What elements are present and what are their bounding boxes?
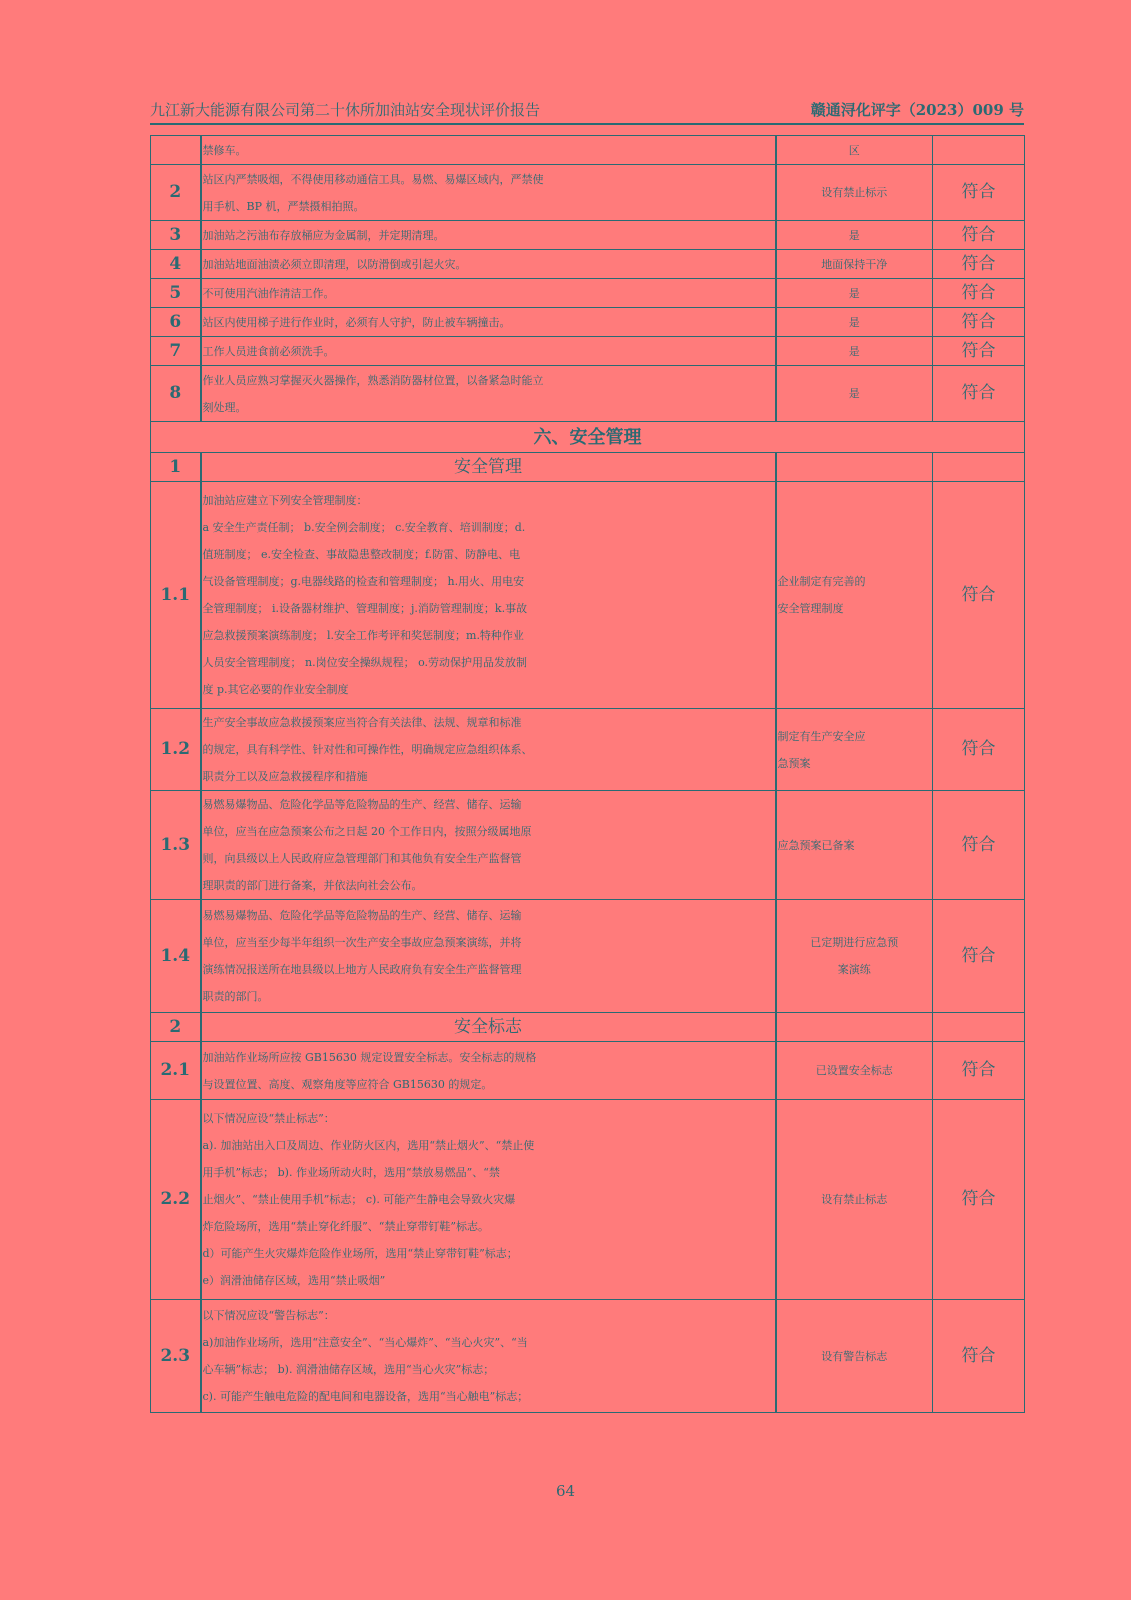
conclusion-cell: 符合: [933, 221, 1025, 250]
requirement-line: a). 加油站出入口及周边、作业防火区内，选用“禁止烟火”、“禁止使: [202, 1139, 535, 1152]
row-number: 1.3: [151, 791, 201, 900]
requirement-line: 心车辆”标志； b). 润滑油储存区域，选用“当心火灾”标志；: [202, 1363, 495, 1376]
result-cell: [776, 136, 933, 165]
result-cell: [776, 337, 933, 366]
table-row: [151, 250, 1025, 279]
subsection-number: 2: [151, 1013, 201, 1042]
result-line: 设有警告标志: [821, 1349, 888, 1363]
requirement-line: 用手机、BP 机，严禁摄相拍照。: [202, 199, 365, 213]
requirement-line: 工作人员进食前必须洗手。: [202, 344, 335, 358]
result-cell: [776, 366, 933, 422]
row-number: 8: [151, 366, 201, 422]
requirement-cell: [201, 709, 776, 791]
row-number: 3: [151, 221, 201, 250]
result-line: 是: [848, 228, 860, 242]
requirement-line: a 安全生产责任制； b.安全例会制度； c.安全教育、培训制度；d.: [202, 521, 526, 534]
result-cell: [776, 1042, 933, 1100]
result-cell: [776, 221, 933, 250]
requirement-line: 演练情况报送所在地县级以上地方人民政府负有安全生产监督管理: [202, 963, 522, 976]
result-line: 区: [848, 143, 860, 157]
conclusion-cell: [933, 136, 1025, 165]
result-line: 地面保持干净: [821, 257, 888, 271]
requirement-line: 职责分工以及应急救援程序和措施: [202, 770, 368, 783]
conclusion-cell: 符合: [933, 308, 1025, 337]
result-cell: [776, 279, 933, 308]
table-row: [151, 1300, 1025, 1413]
conclusion-cell: 符合: [933, 1100, 1025, 1300]
row-number: 1.2: [151, 709, 201, 791]
requirement-line: 禁修车。: [202, 143, 247, 157]
table-row: [151, 791, 1025, 900]
requirement-cell: [201, 337, 776, 366]
requirement-cell: [201, 250, 776, 279]
conclusion-cell: 符合: [933, 791, 1025, 900]
result-line: 急预案: [777, 756, 811, 770]
requirement-line: 气设备管理制度；g.电器线路的检查和管理制度； h.用火、用电安: [202, 575, 525, 588]
requirement-cell: [201, 900, 776, 1013]
empty-cell: [776, 453, 933, 482]
requirement-cell: [201, 221, 776, 250]
table-row: [151, 482, 1025, 709]
result-line: 是: [848, 387, 860, 400]
requirement-line: a)加油作业场所，选用“注意安全”、“当心爆炸”、“当心火灾”、“当: [202, 1336, 528, 1349]
table-row: [151, 279, 1025, 308]
result-line: 制定有生产安全应: [777, 729, 866, 743]
empty-cell: [933, 1013, 1025, 1042]
requirement-line: 以下情况应设“警告标志”：: [202, 1309, 335, 1322]
requirement-cell: [201, 308, 776, 337]
requirement-line: 不可使用汽油作清洁工作。: [202, 286, 335, 300]
requirement-line: 人员安全管理制度； n.岗位安全操纵规程； o.劳动保护用品发放制: [202, 656, 527, 669]
section-row: [151, 422, 1025, 453]
subsection-row: [151, 453, 1025, 482]
requirement-cell: [201, 136, 776, 165]
requirement-line: 单位，应当在应急预案公布之日起 20 个工作日内，按照分级属地原: [202, 825, 532, 838]
result-line: 应急预案已备案: [777, 838, 855, 852]
requirement-line: 加油站应建立下列安全管理制度：: [202, 494, 368, 507]
row-number: 2.2: [151, 1100, 201, 1300]
row-number: 2.1: [151, 1042, 201, 1100]
requirement-line: 用手机”标志； b). 作业场所动火时，选用“禁放易燃品”、“禁: [202, 1166, 500, 1179]
requirement-line: e）润滑油储存区域，选用“禁止吸烟”: [202, 1274, 386, 1287]
result-line: 设有禁止标志: [821, 1193, 888, 1206]
requirement-cell: [201, 1300, 776, 1413]
subsection-title: 安全标志: [201, 1013, 776, 1042]
table-row: [151, 709, 1025, 791]
result-line: 已定期进行应急预: [810, 936, 899, 949]
empty-cell: [776, 1013, 933, 1042]
page-number: 64: [555, 1482, 576, 1500]
requirement-line: 生产安全事故应急救援预案应当符合有关法律、法规、规章和标准: [202, 716, 522, 729]
result-line: 企业制定有完善的: [777, 575, 866, 588]
requirement-cell: [201, 791, 776, 900]
conclusion-cell: 符合: [933, 482, 1025, 709]
result-line: 是: [848, 344, 860, 358]
row-number: 6: [151, 308, 201, 337]
requirement-line: 加油站地面油渍必须立即清理，以防滑倒或引起火灾。: [202, 257, 467, 271]
conclusion-cell: 符合: [933, 279, 1025, 308]
report-title: 九江新大能源有限公司第二十休所加油站安全现状评价报告: [150, 101, 541, 119]
result-cell: [776, 250, 933, 279]
conclusion-cell: 符合: [933, 1042, 1025, 1100]
conclusion-cell: 符合: [933, 165, 1025, 221]
requirement-cell: [201, 279, 776, 308]
conclusion-cell: 符合: [933, 709, 1025, 791]
evaluation-table: [150, 135, 1025, 1413]
table-row: [151, 308, 1025, 337]
table-row: [151, 1042, 1025, 1100]
requirement-line: 理职责的部门进行备案，并依法向社会公布。: [202, 879, 423, 892]
requirement-line: 的规定，具有科学性、针对性和可操作性，明确规定应急组织体系、: [202, 743, 533, 756]
requirement-line: c). 可能产生触电危险的配电间和电器设备，选用“当心触电”标志；: [202, 1390, 529, 1403]
requirement-line: 站区内严禁吸烟，不得使用移动通信工具。易燃、易爆区域内，严禁使: [202, 172, 544, 186]
requirement-cell: [201, 366, 776, 422]
result-line: 已设置安全标志: [815, 1064, 893, 1077]
report-number: 赣通浔化评字（2023）009 号: [810, 101, 1024, 119]
result-line: 案演练: [837, 963, 871, 976]
conclusion-cell: 符合: [933, 1300, 1025, 1413]
requirement-line: 全管理制度； i.设备器材维护、管理制度；j.消防管理制度；k.事故: [202, 602, 528, 615]
section-title: 六、安全管理: [151, 422, 1025, 453]
result-cell: [776, 482, 933, 709]
requirement-line: 值班制度； e.安全检查、事故隐患整改制度；f.防雷、防静电、电: [202, 548, 521, 561]
result-cell: [776, 1100, 933, 1300]
table-row: [151, 366, 1025, 422]
row-number: 7: [151, 337, 201, 366]
result-line: 是: [848, 286, 860, 300]
requirement-line: 炸危险场所，选用“禁止穿化纤服”、“禁止穿带钉鞋”标志。: [202, 1220, 489, 1233]
requirement-line: 刻处理。: [202, 400, 247, 414]
row-number: 4: [151, 250, 201, 279]
result-line: 设有禁止标示: [821, 186, 888, 199]
row-number: 5: [151, 279, 201, 308]
table-row: [151, 1100, 1025, 1300]
result-cell: [776, 1300, 933, 1413]
empty-cell: [933, 453, 1025, 482]
requirement-line: 则，向县级以上人民政府应急管理部门和其他负有安全生产监督管: [202, 852, 522, 865]
result-line: 安全管理制度: [777, 602, 844, 615]
result-line: 是: [848, 315, 860, 329]
subsection-row: [151, 1013, 1025, 1042]
row-number: [151, 136, 201, 165]
requirement-line: 与设置位置、高度、观察角度等应符合 GB15630 的规定。: [202, 1077, 493, 1091]
conclusion-cell: 符合: [933, 250, 1025, 279]
requirement-line: 职责的部门。: [202, 990, 269, 1003]
row-number: 1.4: [151, 900, 201, 1013]
requirement-line: 以下情况应设“禁止标志”：: [202, 1112, 335, 1125]
requirement-line: 止烟火”、“禁止使用手机”标志； c). 可能产生静电会导致火灾爆: [202, 1193, 516, 1206]
requirement-cell: [201, 1042, 776, 1100]
page-header: [150, 99, 1024, 125]
table-row: [151, 165, 1025, 221]
row-number: 2.3: [151, 1300, 201, 1413]
result-cell: [776, 900, 933, 1013]
result-cell: [776, 308, 933, 337]
requirement-line: 应急救援预案演练制度； l.安全工作考评和奖惩制度；m.特种作业: [202, 629, 524, 642]
conclusion-cell: 符合: [933, 900, 1025, 1013]
requirement-line: 站区内使用梯子进行作业时，必须有人守护，防止被车辆撞击。: [202, 315, 511, 329]
conclusion-cell: 符合: [933, 366, 1025, 422]
row-number: 1.1: [151, 482, 201, 709]
requirement-line: 加油站作业场所应按 GB15630 规定设置安全标志。安全标志的规格: [202, 1050, 537, 1064]
table-row: [151, 337, 1025, 366]
requirement-line: 易燃易爆物品、危险化学品等危险物品的生产、经营、储存、运输: [202, 798, 522, 811]
table-row: [151, 221, 1025, 250]
table-row: [151, 136, 1025, 165]
requirement-cell: [201, 165, 776, 221]
result-cell: [776, 165, 933, 221]
conclusion-cell: 符合: [933, 337, 1025, 366]
requirement-line: 度 p.其它必要的作业安全制度: [202, 683, 349, 696]
requirement-line: 加油站之污油布存放桶应为金属制，并定期清理。: [202, 228, 445, 242]
requirement-line: d）可能产生火灾爆炸危险作业场所，选用“禁止穿带钉鞋”标志；: [202, 1247, 518, 1260]
requirement-line: 易燃易爆物品、危险化学品等危险物品的生产、经营、储存、运输: [202, 909, 522, 922]
requirement-cell: [201, 1100, 776, 1300]
row-number: 2: [151, 165, 201, 221]
subsection-number: 1: [151, 453, 201, 482]
result-cell: [776, 709, 933, 791]
table-row: [151, 900, 1025, 1013]
subsection-title: 安全管理: [201, 453, 776, 482]
requirement-cell: [201, 482, 776, 709]
result-cell: [776, 791, 933, 900]
requirement-line: 作业人员应熟习掌握灭火器操作，熟悉消防器材位置，以备紧急时能立: [202, 373, 544, 387]
requirement-line: 单位，应当至少每半年组织一次生产安全事故应急预案演练，并将: [202, 936, 522, 949]
